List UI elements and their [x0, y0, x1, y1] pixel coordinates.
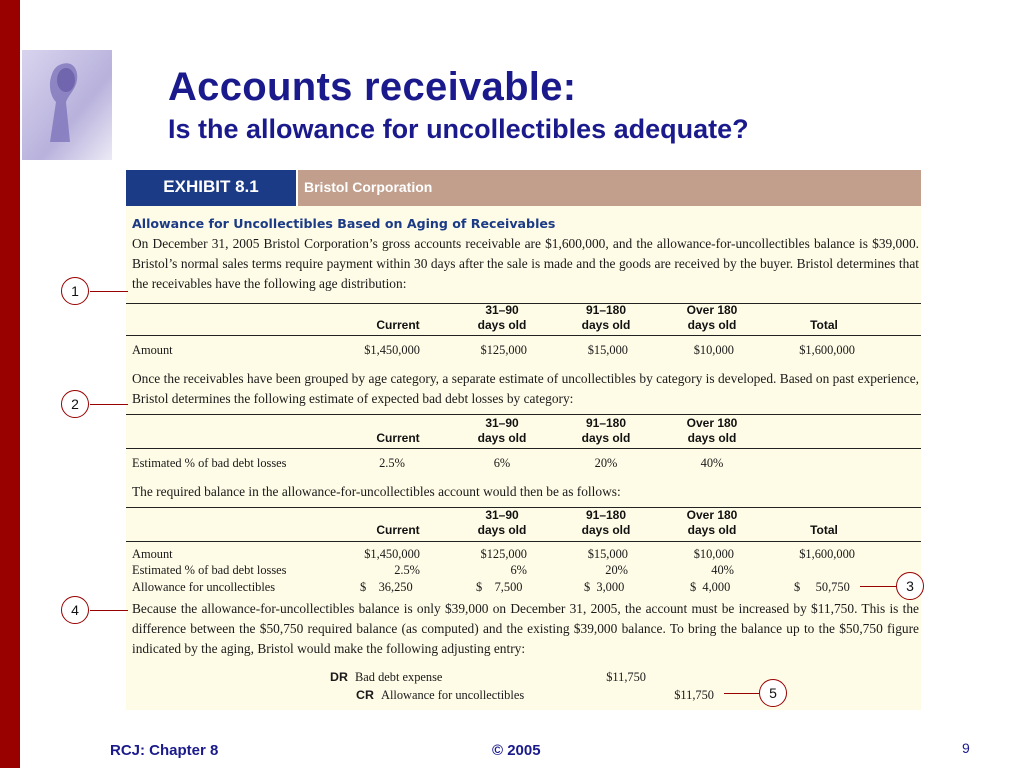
col-header-over-180-top: Over 180: [686, 416, 738, 430]
col-header-91-180-bottom: days old: [581, 431, 631, 445]
row-label-amount: Amount: [132, 343, 173, 357]
col-header-over-180-top: Over 180: [686, 508, 738, 522]
table-cell: $125,000: [480, 343, 527, 357]
table-cell: 6%: [510, 563, 527, 577]
col-header-91-180-bottom: days old: [581, 523, 631, 537]
table-cell: $ 4,000: [690, 580, 731, 594]
row-label-estimated-pct: Estimated % of bad debt losses: [132, 456, 287, 470]
credit-account: Allowance for uncollectibles: [381, 688, 525, 702]
paragraph-intro: On December 31, 2005 Bristol Corporation’s gross accounts receivable are $1,600,000, and the allowance-for-uncollectibles balance is $39,000. Bristol’s normal sales terms require payment within 30 days after the sale is made and the goods are received by the buyer. Bristol determines that the receivables have the following age distribution:: [132, 236, 919, 291]
credit-tag: CR: [356, 688, 374, 702]
table-cell: $15,000: [587, 343, 628, 357]
table-rule: [126, 335, 921, 336]
table-cell: 2.5%: [379, 456, 405, 470]
slide-subtitle: Is the allowance for uncollectibles adequate?: [168, 114, 749, 144]
callout-marker: 2: [61, 390, 89, 418]
table-cell: $ 3,000: [584, 580, 625, 594]
col-header-31-90-bottom: days old: [477, 523, 527, 537]
table-cell: 2.5%: [394, 563, 420, 577]
exhibit-company: Bristol Corporation: [304, 179, 433, 195]
table-cell: 20%: [605, 563, 628, 577]
exhibit-panel: [126, 170, 921, 710]
col-header-current: Current: [376, 431, 420, 445]
col-header-31-90-top: 31–90: [485, 416, 519, 430]
col-header-91-180-top: 91–180: [585, 416, 627, 430]
journal-debit-row: [330, 669, 442, 685]
section-title: Allowance for Uncollectibles Based on Aging of Receivables: [132, 216, 556, 231]
accent-bar: [0, 0, 20, 768]
table-cell: $125,000: [480, 547, 527, 561]
table-cell: $1,600,000: [799, 343, 855, 357]
table-cell: 20%: [594, 456, 618, 470]
journal-credit-row: [356, 687, 524, 703]
paragraph-adjustment: Because the allowance-for-uncollectibles balance is only $39,000 on December 31, 2005, the account must be increased by $11,750. This is the difference between the $50,750 required balance (as computed) and the existing $39,000 balance. To bring the balance up to the $50,750 figure indicated by the aging, Bristol would make the following adjusting entry:: [132, 601, 919, 656]
table-cell: 6%: [493, 456, 511, 470]
col-header-over-180-top: Over 180: [686, 303, 738, 317]
col-header-total: Total: [810, 523, 838, 537]
row-label-amount: Amount: [132, 547, 173, 561]
callout-marker: 3: [896, 572, 924, 600]
footer-copyright: © 2005: [492, 742, 541, 759]
row-label-estimated-pct: Estimated % of bad debt losses: [132, 563, 287, 577]
table-cell: 40%: [700, 456, 724, 470]
table-rule: [126, 414, 921, 415]
col-header-91-180-bottom: days old: [581, 318, 631, 332]
table-cell: $10,000: [693, 547, 734, 561]
debit-tag: DR: [330, 670, 348, 684]
table-cell: $10,000: [693, 343, 734, 357]
col-header-total: Total: [810, 318, 838, 332]
callout-connector: [90, 291, 128, 292]
page-number: 9: [962, 740, 970, 756]
keyhole-logo-image: [22, 50, 112, 160]
callout-connector: [860, 586, 896, 587]
table-cell: 40%: [711, 563, 734, 577]
exhibit-header: [126, 170, 921, 206]
debit-amount: $11,750: [606, 670, 646, 684]
table-cell: $15,000: [587, 547, 628, 561]
table-cell: $1,450,000: [364, 343, 420, 357]
callout-marker: 5: [759, 679, 787, 707]
col-header-31-90-top: 31–90: [485, 508, 519, 522]
table-cell: $1,450,000: [364, 547, 420, 561]
col-header-current: Current: [376, 523, 420, 537]
col-header-91-180-top: 91–180: [585, 303, 627, 317]
callout-connector: [90, 404, 128, 405]
table-cell: $1,600,000: [799, 547, 855, 561]
callout-marker: 4: [61, 596, 89, 624]
exhibit-tag: EXHIBIT 8.1: [126, 170, 298, 206]
table-cell: $ 7,500: [476, 580, 523, 594]
callout-connector: [90, 610, 128, 611]
callout-marker: 1: [61, 277, 89, 305]
col-header-31-90-bottom: days old: [477, 431, 527, 445]
slide-title: Accounts receivable:: [168, 65, 577, 109]
col-header-31-90-bottom: days old: [477, 318, 527, 332]
col-header-91-180-top: 91–180: [585, 508, 627, 522]
col-header-current: Current: [376, 318, 420, 332]
table-rule: [126, 448, 921, 449]
table-cell: $ 50,750: [794, 580, 850, 594]
table-rule: [126, 541, 921, 542]
col-header-over-180-bottom: days old: [687, 431, 737, 445]
row-label-allowance: Allowance for uncollectibles: [132, 580, 276, 594]
paragraph-required-balance: The required balance in the allowance-for-uncollectibles account would then be as follows:: [132, 484, 621, 499]
callout-connector: [724, 693, 759, 694]
table-cell: $ 36,250: [360, 580, 413, 594]
debit-account: Bad debt expense: [355, 670, 443, 684]
col-header-over-180-bottom: days old: [687, 523, 737, 537]
col-header-over-180-bottom: days old: [687, 318, 737, 332]
credit-amount: $11,750: [674, 688, 714, 702]
col-header-31-90-top: 31–90: [485, 303, 519, 317]
footer-chapter: RCJ: Chapter 8: [110, 742, 219, 759]
paragraph-estimates: Once the receivables have been grouped by age category, a separate estimate of uncollectibles by category is developed. Based on past experience, Bristol determines the following estimate of expected bad debt losses by category:: [132, 371, 919, 406]
